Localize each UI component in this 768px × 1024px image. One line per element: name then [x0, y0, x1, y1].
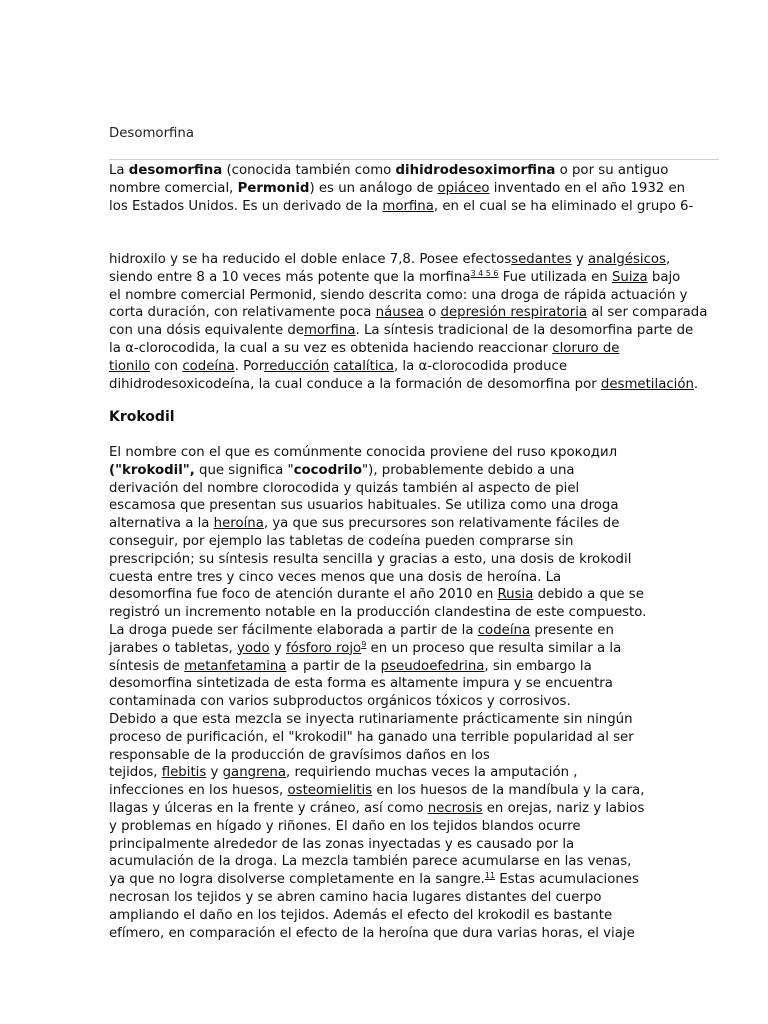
link-heroina[interactable]: heroína: [213, 516, 264, 532]
link-osteomielitis[interactable]: osteomielitis: [287, 783, 373, 799]
text-line: [109, 198, 729, 216]
text-line: [109, 782, 729, 800]
link-metanfetamina[interactable]: metanfetamina: [184, 658, 287, 674]
text: a partir de la: [286, 658, 381, 674]
text-line: [109, 622, 729, 640]
text: en un proceso que resulta similar a la: [366, 640, 622, 656]
text: , requiriendo muchas veces la amputación ,: [286, 765, 578, 781]
link-necrosis[interactable]: necrosis: [427, 800, 483, 816]
link-desmetilacion[interactable]: desmetilación: [600, 376, 694, 392]
link-cloruro-de-tionilo[interactable]: cloruro de: [552, 340, 620, 356]
text-line: [109, 162, 729, 180]
text: La: [109, 163, 129, 178]
text-line: [109, 462, 729, 480]
text: dihidrodesoxicodeína, la cual conduce a la formación de desomorfina por: [109, 376, 601, 392]
text: corta duración, con relativamente poca: [109, 305, 376, 321]
text: , en el cual se ha eliminado el grupo 6-: [433, 198, 694, 214]
text: síntesis de: [109, 658, 185, 674]
link-codeina[interactable]: codeína: [182, 358, 235, 374]
text-line: [109, 515, 729, 533]
text-line: [109, 800, 729, 818]
text-line: [109, 358, 729, 376]
text-line: [109, 658, 729, 676]
text-line: ampliando el daño en los tejidos. Además el efecto del krokodil es bastante: [109, 907, 613, 923]
link-depresion-respiratoria[interactable]: depresión respiratoria: [440, 305, 588, 321]
text: Estas acumulaciones: [495, 872, 639, 888]
text-line: principalmente alrededor de las zonas inyectadas y es causado por la: [109, 836, 575, 852]
link-opiaceo[interactable]: opiáceo: [437, 180, 490, 196]
document-title: Desomorfina: [109, 126, 194, 141]
citation-ref[interactable]: 11: [484, 871, 496, 881]
text: hidroxilo y se ha reducido el doble enlace 7,8. Posee efectos: [109, 252, 512, 267]
text-line: responsable de la producción de gravísimos daños en los: [109, 747, 490, 763]
text: con: [150, 358, 183, 374]
link-flebitis[interactable]: flebitis: [161, 765, 207, 781]
text: jarabes o tabletas,: [109, 640, 238, 656]
text: , ya que sus precursores son relativamente fáciles de: [263, 516, 620, 532]
text: que significa ": [194, 462, 294, 478]
text: La droga puede ser fácilmente elaborada a partir de la: [109, 622, 478, 638]
text-line: [109, 180, 729, 198]
text-line: necrosan los tejidos y se abren camino hacia lugares distantes del cuerpo: [109, 889, 602, 905]
link-nausea[interactable]: náusea: [375, 305, 424, 321]
text: inventado en el año 1932 en: [489, 180, 686, 196]
text: , sin embargo la: [484, 658, 592, 674]
bold-term: desomorfina: [128, 163, 223, 178]
text-line: [109, 340, 729, 358]
text-line: contaminada con varios subproductos orgánicos tóxicos y corrosivos.: [109, 694, 571, 710]
bold-term: dihidrodesoximorfina: [395, 163, 556, 178]
link-analgesicos[interactable]: analgésicos: [587, 252, 666, 267]
text: bajo: [647, 269, 681, 285]
text-line: el nombre comercial Permonid, siendo descrita como: una droga de rápida actuación y: [109, 287, 688, 303]
text-line: Debido a que esta mezcla se inyecta rutinariamente prácticamente sin ningún: [109, 711, 633, 727]
text: y: [571, 252, 588, 267]
text-line: y problemas en hígado y riñones. El daño en los tejidos blandos ocurre: [109, 818, 581, 834]
section-heading: Krokodil: [109, 409, 175, 425]
text: alternativa a la: [109, 516, 214, 532]
text-line: prescripción; su síntesis resulta sencilla y gracias a esto, una dosis de krokodil: [109, 551, 632, 567]
text-line: El nombre con el que es comúnmente conocida proviene del ruso крокодил: [109, 445, 618, 460]
link-morfina[interactable]: morfina: [304, 323, 356, 339]
text: o: [423, 305, 441, 321]
text-line: conseguir, por ejemplo las tabletas de codeína pueden comprarse sin: [109, 533, 574, 549]
text: los Estados Unidos. Es un derivado de la: [109, 198, 383, 214]
text-line: cuesta entre tres y cinco veces menos que una dosis de heroína. La: [109, 569, 562, 585]
text-line: acumulación de la droga. La mezcla también parece acumularse en las venas,: [109, 854, 632, 870]
text-line: [109, 322, 729, 340]
text: siendo entre 8 a 10 veces más potente que la morfina: [109, 269, 471, 285]
text-line: [109, 269, 729, 287]
text: con una dósis equivalente de: [109, 323, 304, 339]
text-line: [109, 586, 729, 604]
link-sedantes[interactable]: sedantes: [511, 252, 572, 267]
text: , la α-clorocodida produce: [393, 358, 568, 374]
paragraph-chemistry: [109, 251, 729, 393]
link-reduccion[interactable]: reducción: [264, 358, 330, 374]
text: . La síntesis tradicional de la desomorfina parte de: [355, 323, 694, 339]
text: "), probablemente debido a una: [362, 462, 575, 478]
text: tejidos,: [109, 765, 162, 781]
citation-ref[interactable]: 9: [361, 639, 367, 649]
text: ,: [666, 252, 671, 267]
link-morfina[interactable]: morfina: [382, 198, 434, 214]
bold-term: ("krokodil",: [109, 462, 195, 478]
bold-term: cocodrilo: [293, 462, 363, 478]
text: la α-clorocodida, la cual a su vez es obtenida haciendo reaccionar: [109, 340, 553, 356]
text: al ser comparada: [587, 305, 708, 321]
text: llagas y úlceras en la frente y cráneo, así como: [109, 800, 428, 816]
text: debido a que se: [533, 587, 644, 603]
link-rusia[interactable]: Rusia: [497, 587, 534, 603]
text-line: escamosa que presentan sus usuarios habituales. Se utiliza como una droga: [109, 498, 619, 514]
text: y: [206, 765, 223, 781]
text-line: [109, 304, 729, 322]
link-catalitica[interactable]: catalítica: [333, 358, 394, 374]
text: Fue utilizada en: [498, 269, 612, 285]
text-line: [109, 376, 729, 394]
text-line: [109, 764, 729, 782]
link-pseudoefedrina[interactable]: pseudoefedrina: [380, 658, 485, 674]
paragraph-intro: [109, 162, 729, 215]
text: .: [693, 376, 699, 392]
text: . Por: [234, 358, 265, 374]
text: en orejas, nariz y labios: [482, 800, 645, 816]
text-line: [109, 871, 729, 889]
text-line: efímero, en comparación el efecto de la heroína que dura varias horas, el viaje: [109, 925, 635, 941]
text: y: [269, 640, 286, 656]
text: en los huesos de la mandíbula y la cara,: [372, 783, 645, 799]
text: ) es un análogo de: [309, 180, 438, 196]
text: nombre comercial,: [109, 180, 238, 196]
text-line: [109, 251, 729, 269]
text: desomorfina fue foco de atención durante el año 2010 en: [109, 587, 498, 603]
text: (conocida también como: [222, 163, 396, 178]
paragraph-krokodil: [109, 444, 729, 942]
text-line: [109, 640, 729, 658]
text-line: desomorfina sintetizada de esta forma es altamente impura y se encuentra: [109, 676, 613, 692]
text-line: registró un incremento notable en la producción clandestina de este compuesto.: [109, 605, 647, 621]
title-divider: [109, 159, 719, 160]
link-gangrena[interactable]: gangrena: [222, 765, 286, 781]
link-fosforo-rojo[interactable]: fósforo rojo: [285, 640, 362, 656]
citation-refs[interactable]: 3 4 5 6: [470, 268, 499, 278]
text: o por su antiguo: [555, 163, 669, 178]
text: ya que no logra disolverse completamente en la sangre.: [109, 872, 485, 888]
link-codeina[interactable]: codeína: [477, 622, 531, 638]
link-suiza[interactable]: Suiza: [611, 269, 648, 285]
text: infecciones en los huesos,: [109, 783, 288, 799]
bold-term: Permonid: [237, 180, 310, 196]
link-tionilo[interactable]: tionilo: [109, 358, 150, 374]
text-line: proceso de purificación, el "krokodil" ha ganado una terrible popularidad al ser: [109, 729, 634, 745]
text: presente en: [530, 622, 614, 638]
text-line: derivación del nombre clorocodida y quizás también al aspecto de piel: [109, 480, 580, 496]
link-yodo[interactable]: yodo: [237, 640, 270, 656]
